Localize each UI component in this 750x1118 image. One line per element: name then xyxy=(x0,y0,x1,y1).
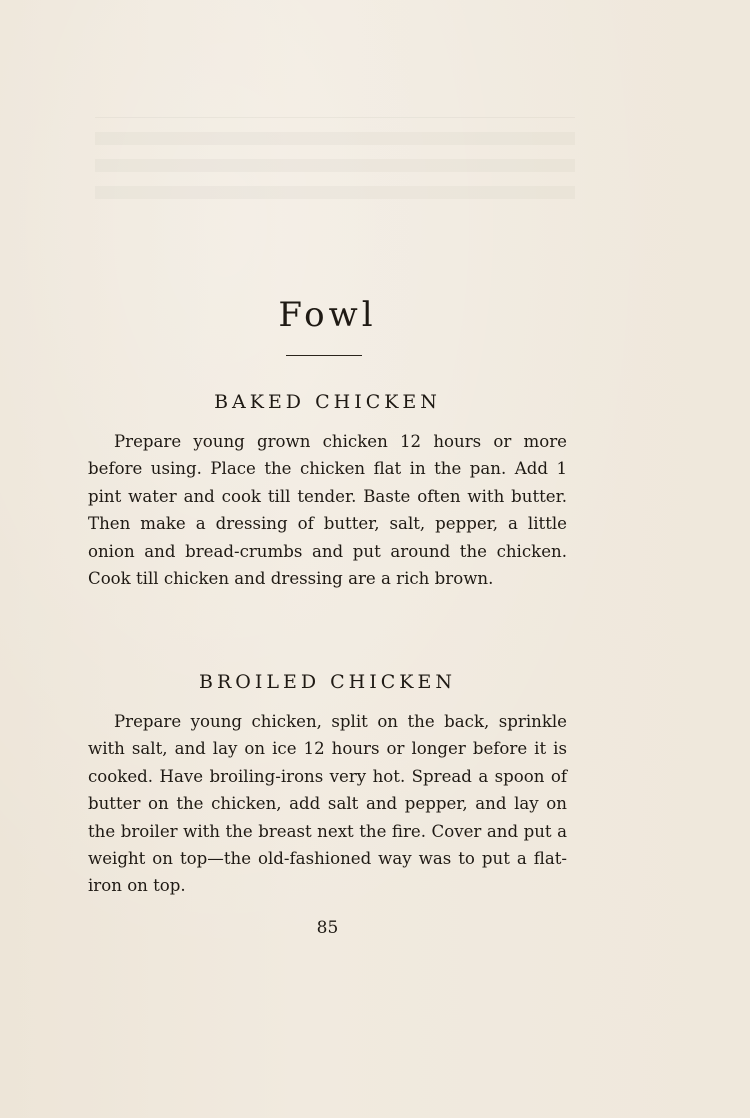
page-number: 85 xyxy=(316,918,339,938)
recipe-title-baked-chicken: BAKED CHICKEN xyxy=(214,391,441,413)
recipe-title-broiled-chicken: BROILED CHICKEN xyxy=(199,671,456,693)
show-through-text xyxy=(95,105,575,213)
recipe-text-baked-chicken: Prepare young grown chicken 12 hours or more before using. Place the chicken flat in the pan. Add 1 pint water and cook till tender. Baste often with butter. Then make a dressing of butter, salt, pepper, a little onion and bread-crumbs and put around the chicken. Cook till chicken and dressing are a rich brown. xyxy=(88,432,567,589)
show-through-line xyxy=(95,186,575,199)
show-through-line xyxy=(95,132,575,145)
recipe-text-broiled-chicken: Prepare young chicken, split on the back, sprinkle with salt, and lay on ice 12 hours or longer before it is cooked. Have broiling-irons very hot. Spread a spoon of butter on the chicken, add salt and pepper, and lay on the broiler with the breast next the fire. Cover and put a weight on top—the old-fashioned way was to put a flat-iron on top. xyxy=(88,712,567,896)
show-through-line xyxy=(95,159,575,172)
chapter-title: Fowl xyxy=(278,295,377,335)
title-divider xyxy=(286,355,362,356)
show-through-header xyxy=(95,105,575,118)
